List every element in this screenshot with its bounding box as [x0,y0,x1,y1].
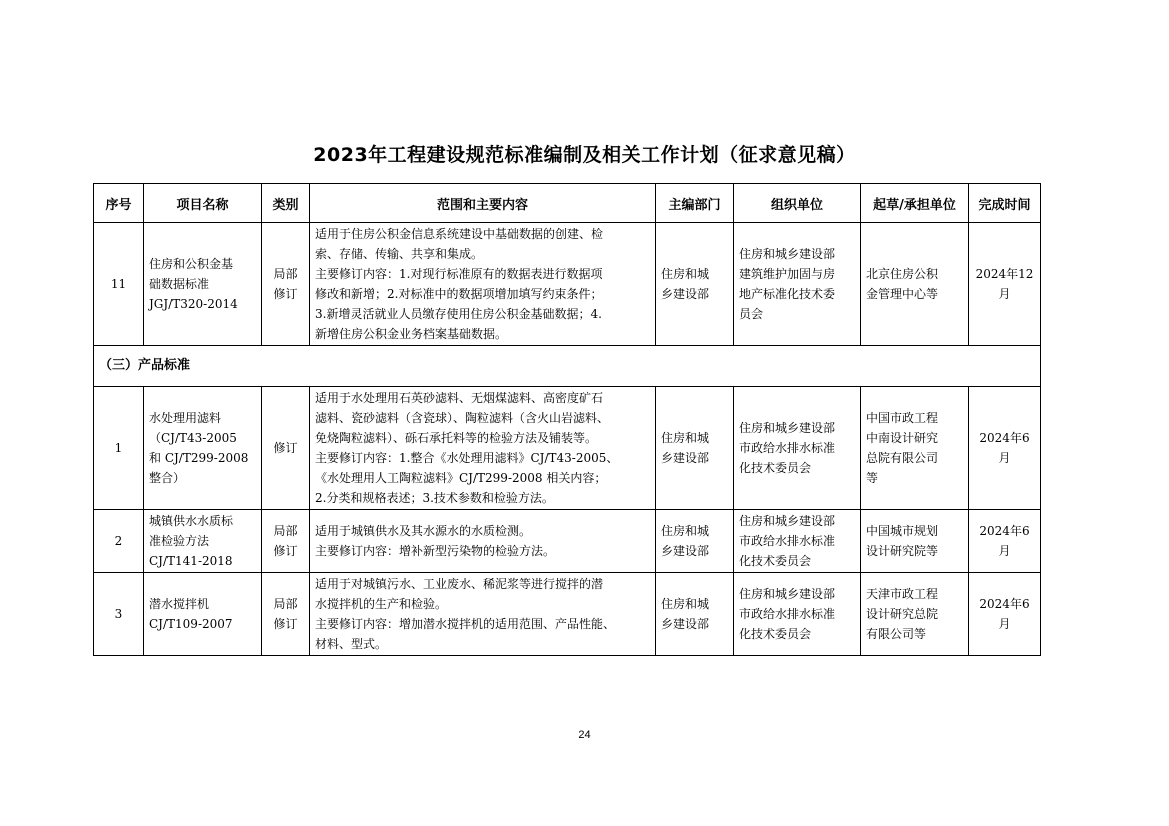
scope-content-line: 适用于水处理用石英砂滤料、无烟煤滤料、高密度矿石 [315,391,604,405]
header-org: 组织单位 [734,184,861,223]
category-line: 修订 [273,617,298,631]
chief-editor-line: 住房和城 [661,267,710,281]
drafting-unit-cell [861,223,969,346]
chief-editor-line: 住房和城 [661,597,710,611]
organizing-unit-line: 化技术委员会 [739,461,812,475]
organizing-unit-line: 住房和城乡建设部 [739,514,836,528]
row-number-cell: 3 [94,573,144,656]
chief-editor-line: 住房和城 [661,524,710,538]
scope-content-cell [310,223,656,346]
drafting-unit-line: 中南设计研究 [866,431,939,445]
organizing-unit-line: 住房和城乡建设部 [739,247,836,261]
organizing-unit-line: 市政给水排水标准 [739,607,836,621]
category-cell [262,223,310,346]
project-name-cell [144,573,262,656]
category-cell [262,510,310,573]
project-name-cell [144,510,262,573]
drafting-unit-line: 总院有限公司 [866,451,939,465]
scope-content-line: 主要修订内容：1.对现行标准原有的数据表进行数据项 [315,267,603,281]
organizing-unit-line: 建筑维护加固与房 [739,267,836,281]
header-due: 完成时间 [969,184,1041,223]
row-number-cell: 2 [94,510,144,573]
scope-content-line: 新增住房公积金业务档案基础数据。 [315,327,508,341]
chief-editor-cell [656,510,734,573]
table-header-row [94,184,1041,223]
project-name-cell [144,387,262,510]
organizing-unit-line: 市政给水排水标准 [739,441,836,455]
drafting-unit-line: 天津市政工程 [866,587,939,601]
completion-date-cell: 2024年6月 [969,387,1041,510]
drafting-unit-cell [861,573,969,656]
scope-content-cell [310,387,656,510]
category-line: 局部 [273,597,298,611]
organizing-unit-line: 员会 [739,307,764,321]
drafting-unit-line: 中国城市规划 [866,524,939,538]
category-line: 修订 [273,441,298,455]
organizing-unit-line: 化技术委员会 [739,627,812,641]
project-name-line: 础数据标准 [149,277,210,291]
table-row [94,223,1041,346]
scope-content-line: 《水处理用人工陶粒滤料》CJ/T299-2008 相关内容； [315,471,607,485]
category-cell [262,387,310,510]
drafting-unit-line: 北京住房公积 [866,267,939,281]
project-name-line: 住房和公积金基 [149,257,234,271]
drafting-unit-line: 中国市政工程 [866,411,939,425]
scope-content-line: 主要修订内容：增补新型污染物的检验方法。 [315,544,556,558]
organizing-unit-cell [734,510,861,573]
scope-content-line: 材料、型式。 [315,637,388,651]
section-row [94,346,1041,387]
table-row [94,387,1041,510]
organizing-unit-cell [734,223,861,346]
header-no: 序号 [94,184,144,223]
scope-content-line: 修改和新增；2.对标准中的数据项增加填写约束条件； [315,287,603,301]
category-cell [262,573,310,656]
scope-content-line: 主要修订内容：增加潜水搅拌机的适用范围、产品性能、 [315,617,616,631]
page-number: 24 [578,729,591,741]
chief-editor-cell [656,387,734,510]
scope-content-line: 3.新增灵活就业人员缴存使用住房公积金基础数据；4. [315,307,602,321]
table-row [94,573,1041,656]
chief-editor-line: 乡建设部 [661,287,710,301]
row-number-cell: 11 [94,223,144,346]
organizing-unit-line: 住房和城乡建设部 [739,587,836,601]
chief-editor-cell [656,573,734,656]
chief-editor-line: 乡建设部 [661,617,710,631]
drafting-unit-cell [861,510,969,573]
project-name-line: 城镇供水水质标 [149,514,234,528]
scope-content-line: 索、存储、传输、共享和集成。 [315,247,484,261]
scope-content-line: 适用于住房公积金信息系统建设中基础数据的创建、检 [315,227,604,241]
chief-editor-line: 住房和城 [661,431,710,445]
section-title: （三）产品标准 [94,346,1041,387]
row-number-cell: 1 [94,387,144,510]
header-category: 类别 [262,184,310,223]
organizing-unit-cell [734,387,861,510]
chief-editor-line: 乡建设部 [661,544,710,558]
category-line: 修订 [273,287,298,301]
organizing-unit-line: 住房和城乡建设部 [739,421,836,435]
scope-content-line: 适用于城镇供水及其水源水的水质检测。 [315,524,532,538]
project-name-line: CJ/T141-2018 [149,554,233,568]
scope-content-line: 2.分类和规格表述；3.技术参数和检验方法。 [315,491,554,505]
drafting-unit-line: 设计研究院等 [866,544,939,558]
chief-editor-line: 乡建设部 [661,451,710,465]
page-title: 2023年工程建设规范标准编制及相关工作计划（征求意见稿） [313,144,856,166]
category-line: 局部 [273,267,298,281]
organizing-unit-line: 化技术委员会 [739,554,812,568]
chief-editor-cell [656,223,734,346]
scope-content-line: 滤料、瓷砂滤料（含瓷球）、陶粒滤料（含火山岩滤料、 [315,411,610,425]
project-name-line: JGJ/T320-2014 [149,297,238,311]
completion-date-cell: 2024年6月 [969,573,1041,656]
header-content: 范围和主要内容 [310,184,656,223]
project-name-line: 潜水搅拌机 [149,597,210,611]
category-line: 修订 [273,544,298,558]
header-drafter: 起草/承担单位 [861,184,969,223]
project-name-line: 和 CJ/T299-2008 [149,451,249,465]
project-name-cell [144,223,262,346]
project-name-line: 准检验方法 [149,534,210,548]
project-name-line: 整合） [149,471,186,485]
category-line: 局部 [273,524,298,538]
scope-content-cell [310,573,656,656]
project-name-line: 水处理用滤料 [149,411,222,425]
organizing-unit-cell [734,573,861,656]
drafting-unit-line: 设计研究总院 [866,607,939,621]
header-editor: 主编部门 [656,184,734,223]
header-name: 项目名称 [144,184,262,223]
completion-date-cell: 2024年12月 [969,223,1041,346]
completion-date-cell: 2024年6月 [969,510,1041,573]
drafting-unit-line: 等 [866,471,879,485]
scope-content-line: 免烧陶粒滤料）、砾石承托料等的检验方法及铺装等。 [315,431,598,445]
drafting-unit-line: 有限公司等 [866,627,927,641]
drafting-unit-cell [861,387,969,510]
table-row [94,510,1041,573]
scope-content-line: 适用于对城镇污水、工业废水、稀泥浆等进行搅拌的潜 [315,577,604,591]
organizing-unit-line: 地产标准化技术委 [739,287,836,301]
drafting-unit-line: 金管理中心等 [866,287,939,301]
plan-table [93,183,1041,656]
project-name-line: （CJ/T43-2005 [149,431,237,445]
project-name-line: CJ/T109-2007 [149,617,233,631]
scope-content-line: 主要修订内容：1.整合《水处理用滤料》CJ/T43-2005、 [315,451,619,465]
scope-content-cell [310,510,656,573]
scope-content-line: 水搅拌机的生产和检验。 [315,597,448,611]
organizing-unit-line: 市政给水排水标准 [739,534,836,548]
